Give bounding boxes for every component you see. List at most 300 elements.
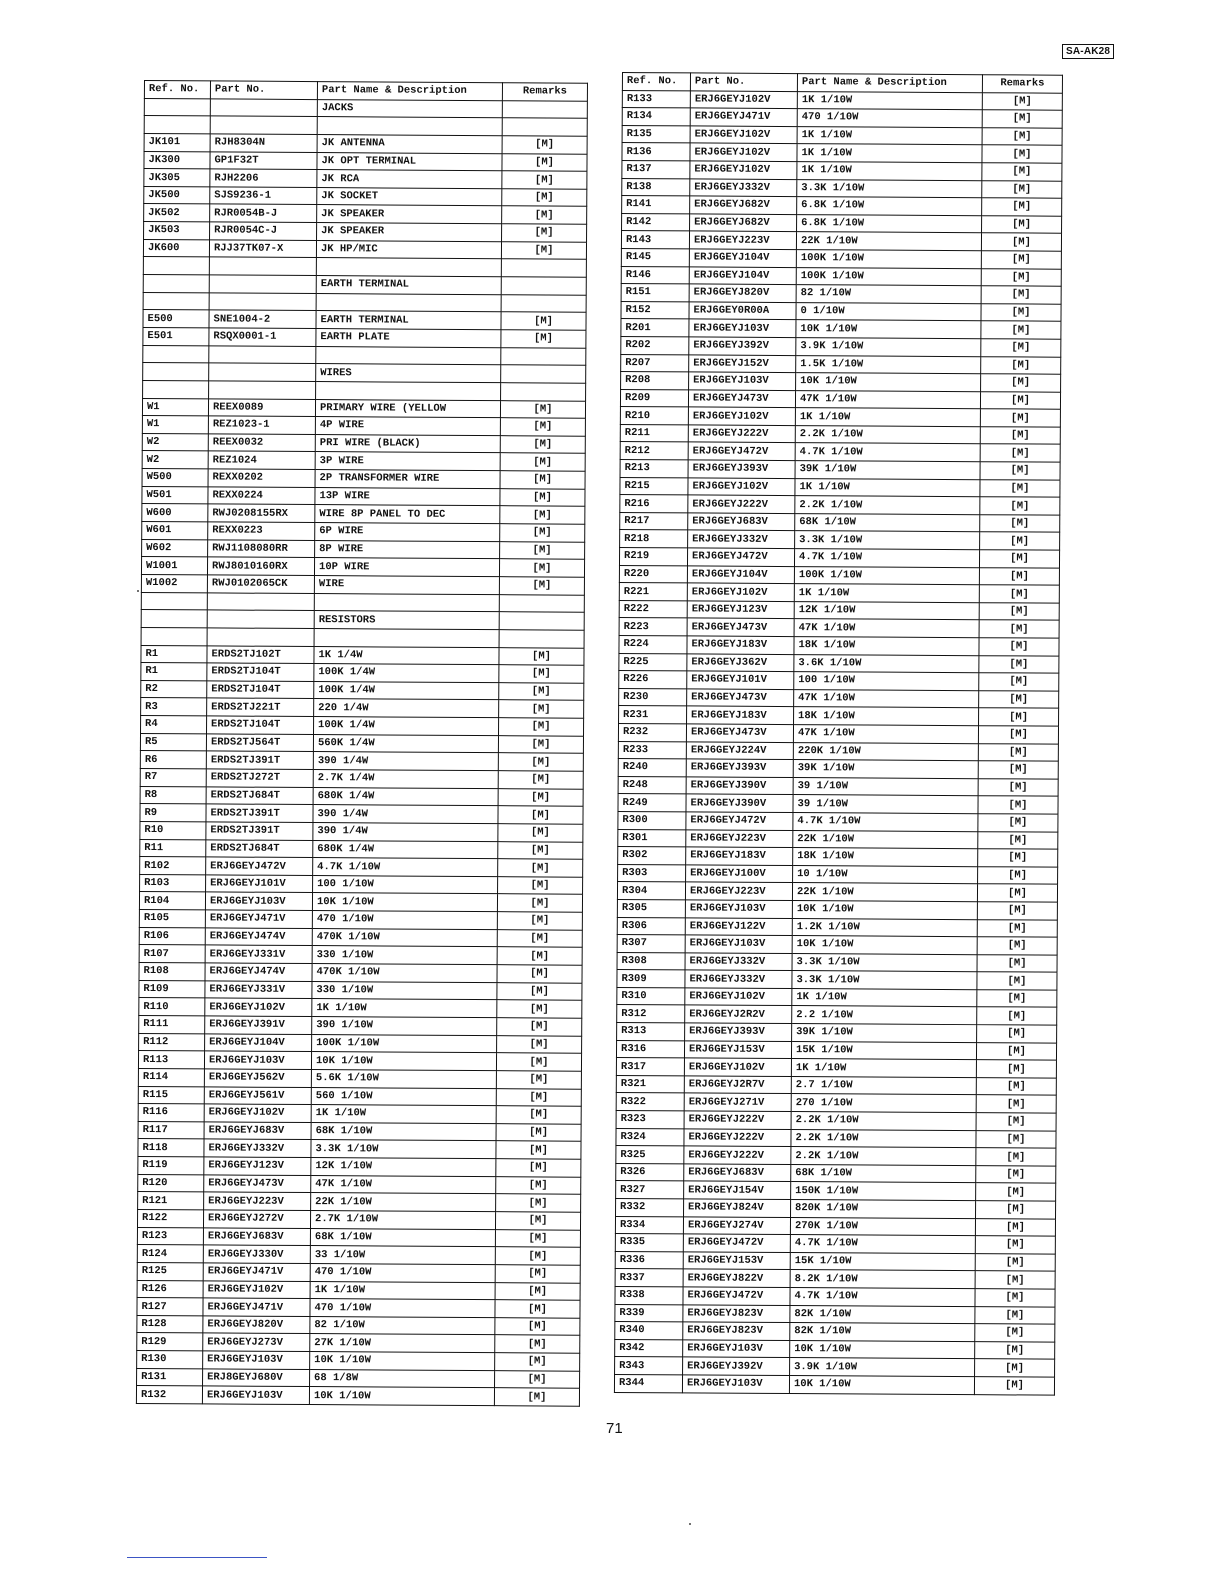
ref-no-cell: R208 (621, 372, 689, 390)
part-no-cell: ERJ6GEYJ102V (688, 478, 795, 496)
ref-no-cell (143, 275, 209, 293)
description-cell: 3.9K 1/10W (790, 1358, 975, 1377)
ref-no-cell: R226 (619, 671, 687, 689)
ref-no-cell: R313 (617, 1023, 685, 1041)
part-no-cell: ERJ6GEYJ472V (683, 1287, 790, 1305)
description-cell: 8.2K 1/10W (790, 1270, 975, 1289)
remarks-cell (501, 277, 586, 295)
description-cell: 10K 1/10W (796, 320, 981, 339)
part-no-cell: ERJ6GEYJ103V (682, 1375, 789, 1393)
remarks-cell: [M] (495, 1265, 580, 1283)
ref-no-cell: R132 (136, 1386, 202, 1404)
part-no-cell: ERDS2TJ391T (206, 822, 313, 840)
description-cell: JK SPEAKER (317, 205, 502, 224)
remarks-cell: [M] (980, 444, 1060, 462)
description-cell (317, 117, 502, 136)
description-cell: 15K 1/10W (791, 1041, 976, 1060)
ref-no-cell: R103 (140, 874, 206, 892)
description-cell: 2.2K 1/10W (791, 1129, 976, 1148)
description-cell: 330 1/10W (312, 946, 497, 965)
part-no-cell (209, 363, 316, 381)
description-cell: 22K 1/10W (796, 232, 981, 251)
description-cell: 1K 1/10W (795, 408, 980, 427)
remarks-cell: [M] (979, 585, 1059, 603)
part-no-cell: ERDS2TJ564T (206, 734, 313, 752)
part-no-cell: ERJ6GEYJ332V (690, 178, 797, 196)
ref-no-cell: R240 (618, 759, 686, 777)
description-cell: 100K 1/4W (314, 681, 499, 700)
description-cell: 100K 1/4W (314, 717, 499, 736)
ref-no-cell: R128 (137, 1315, 203, 1333)
description-cell: 6P WIRE (315, 523, 500, 542)
remarks-cell: [M] (981, 268, 1061, 286)
ref-no-cell: R302 (618, 847, 686, 865)
part-no-cell: ERJ6GEYJ103V (204, 1051, 311, 1069)
description-cell: 220 1/4W (314, 699, 499, 718)
ref-no-cell: R322 (616, 1093, 684, 1111)
ref-no-cell (144, 98, 210, 116)
description-cell: 47K 1/10W (793, 725, 978, 744)
ref-no-cell: R222 (619, 600, 687, 618)
remarks-cell: [M] (502, 189, 587, 207)
remarks-cell: [M] (501, 330, 586, 348)
ref-no-cell: R327 (616, 1181, 684, 1199)
part-no-cell: ERJ6GEYJ102V (205, 998, 312, 1016)
description-cell: 68K 1/10W (795, 513, 980, 532)
remarks-cell: [M] (501, 241, 586, 259)
ref-no-cell: JK503 (144, 222, 210, 240)
remarks-cell: [M] (500, 471, 585, 489)
ref-no-cell: R344 (614, 1374, 682, 1392)
part-no-cell: ERJ6GEYJ103V (685, 900, 792, 918)
description-cell: 1K 1/10W (797, 126, 982, 145)
part-no-cell: ERJ6GEYJ332V (204, 1139, 311, 1157)
remarks-cell: [M] (975, 1306, 1055, 1324)
part-no-cell: SJS9236-1 (210, 187, 317, 205)
ref-no-cell (141, 627, 207, 645)
page-number: 71 (606, 1420, 623, 1437)
part-no-cell: SNE1004-2 (209, 310, 316, 328)
table-row (136, 1386, 579, 1406)
part-no-cell (210, 116, 317, 134)
ref-no-cell: R332 (616, 1198, 684, 1216)
description-cell: RESISTORS (314, 611, 499, 630)
ref-no-cell: R120 (138, 1174, 204, 1192)
ref-no-cell: R201 (621, 319, 689, 337)
part-no-cell: ERJ6GEYJ471V (203, 1298, 310, 1316)
description-cell: 82 1/10W (796, 285, 981, 304)
description-cell: 4.7K 1/10W (313, 858, 498, 877)
part-no-cell: ERJ6GEYJ474V (205, 963, 312, 981)
part-no-cell: REZ1024 (208, 451, 315, 469)
ref-no-cell: R114 (138, 1068, 204, 1086)
part-no-cell: ERDS2TJ391T (206, 751, 313, 769)
ref-no-cell: R307 (617, 935, 685, 953)
ref-no-cell: R215 (620, 477, 688, 495)
description-cell: 10P WIRE (314, 558, 499, 577)
description-cell (314, 593, 499, 612)
description-cell: 33 1/10W (310, 1246, 495, 1265)
remarks-cell: [M] (496, 1194, 581, 1212)
ref-no-cell: R216 (620, 495, 688, 513)
remarks-cell: [M] (495, 1282, 580, 1300)
part-no-cell: ERJ6GEYJ822V (683, 1269, 790, 1287)
remarks-cell: [M] (978, 814, 1058, 832)
remarks-cell: [M] (980, 497, 1060, 515)
description-cell: 1K 1/10W (312, 999, 497, 1018)
remarks-cell: [M] (976, 1148, 1056, 1166)
part-no-cell: ERJ6GEYJ472V (683, 1234, 790, 1252)
model-tag: SA-AK28 (1062, 44, 1114, 59)
ref-no-cell: R108 (139, 963, 205, 981)
remarks-cell: [M] (976, 1113, 1056, 1131)
part-no-cell: ERJ6GEYJ471V (690, 108, 797, 126)
part-no-cell: REXX0224 (208, 487, 315, 505)
ref-no-cell: R304 (617, 882, 685, 900)
description-cell: 4.7K 1/10W (795, 443, 980, 462)
ref-no-cell: W1 (142, 416, 208, 434)
remarks-cell: [M] (982, 163, 1062, 181)
description-cell: WIRE (314, 575, 499, 594)
part-no-cell: ERDS2TJ684T (206, 787, 313, 805)
ref-no-cell: R342 (615, 1339, 683, 1357)
description-cell: 470 1/10W (310, 1263, 495, 1282)
description-cell: 12K 1/10W (794, 601, 979, 620)
part-no-cell: ERJ6GEYJ683V (203, 1228, 310, 1246)
part-no-cell: ERJ6GEYJ823V (683, 1304, 790, 1322)
ref-no-cell: R210 (620, 407, 688, 425)
remarks-cell: [M] (499, 718, 584, 736)
ref-no-cell: R121 (138, 1192, 204, 1210)
part-no-cell: RWJ8010160RX (207, 557, 314, 575)
part-no-cell: REZ1023-1 (208, 416, 315, 434)
part-no-header: Part No. (690, 73, 797, 91)
remarks-cell: [M] (498, 735, 583, 753)
part-no-cell: ERJ6GEYJ273V (203, 1333, 310, 1351)
parts-table-left (136, 80, 588, 1407)
part-no-cell: ERJ6GEYJ103V (203, 1351, 310, 1369)
remarks-cell: [M] (500, 400, 585, 418)
part-no-cell: ERJ6GEYJ222V (684, 1129, 791, 1147)
description-cell: 4.7K 1/10W (794, 549, 979, 568)
ref-no-cell: W2 (142, 451, 208, 469)
ref-no-cell: R202 (621, 336, 689, 354)
remarks-cell: [M] (977, 1025, 1057, 1043)
part-no-cell (209, 381, 316, 399)
part-no-cell: ERJ6GEYJ824V (684, 1199, 791, 1217)
remarks-cell: [M] (976, 1060, 1056, 1078)
ref-no-cell: R106 (139, 927, 205, 945)
part-no-cell: ERJ6GEYJ102V (687, 583, 794, 601)
description-cell: 39K 1/10W (795, 461, 980, 480)
ref-no-cell: W1002 (141, 574, 207, 592)
description-cell: 470 1/10W (312, 911, 497, 930)
description-cell: 39K 1/10W (793, 760, 978, 779)
part-no-cell: ERJ6GEYJ183V (687, 636, 794, 654)
description-header: Part Name & Description (797, 74, 982, 93)
ref-no-cell: R325 (616, 1146, 684, 1164)
ref-no-cell: R110 (139, 998, 205, 1016)
description-cell: 12K 1/10W (311, 1158, 496, 1177)
remarks-cell: [M] (496, 1176, 581, 1194)
ref-no-cell: R231 (619, 706, 687, 724)
description-cell: 390 1/4W (313, 805, 498, 824)
part-no-cell (207, 628, 314, 646)
part-no-cell: ERJ6GEYJ223V (686, 829, 793, 847)
part-no-cell: ERJ6GEYJ390V (686, 777, 793, 795)
description-cell: 100K 1/10W (794, 566, 979, 585)
description-cell (316, 346, 501, 365)
description-cell: 1K 1/10W (310, 1281, 495, 1300)
remarks-cell: [M] (981, 251, 1061, 269)
part-no-cell: ERJ8GEYJ680V (203, 1369, 310, 1387)
description-cell: 3.3K 1/10W (792, 953, 977, 972)
description-cell: 68K 1/10W (311, 1122, 496, 1141)
part-no-cell: ERJ6GEYJ104V (687, 566, 794, 584)
description-cell: 1.2K 1/10W (792, 918, 977, 937)
ref-no-cell: R137 (622, 160, 690, 178)
description-cell: 47K 1/10W (794, 619, 979, 638)
description-cell: 3.3K 1/10W (797, 179, 982, 198)
ref-no-cell: R249 (618, 794, 686, 812)
ref-no-cell: R117 (138, 1121, 204, 1139)
ref-no-cell: R111 (139, 1015, 205, 1033)
part-no-cell: ERJ6GEYJ561V (204, 1086, 311, 1104)
ref-no-cell: R10 (140, 821, 206, 839)
description-cell: 100K 1/10W (796, 267, 981, 286)
description-cell: 10K 1/10W (790, 1340, 975, 1359)
description-cell: EARTH PLATE (316, 329, 501, 348)
remarks-cell: [M] (496, 1123, 581, 1141)
description-cell: 10K 1/10W (792, 900, 977, 919)
remarks-cell: [M] (502, 153, 587, 171)
ref-no-cell: R122 (137, 1209, 203, 1227)
part-no-cell: ERJ6GEYJ183V (687, 706, 794, 724)
part-no-cell: ERJ6GEYJ2R7V (684, 1076, 791, 1094)
ref-no-cell (143, 345, 209, 363)
remarks-cell: [M] (979, 620, 1059, 638)
description-cell: 15K 1/10W (790, 1252, 975, 1271)
remarks-cell: [M] (977, 919, 1057, 937)
remarks-cell: [M] (980, 532, 1060, 550)
remarks-cell: [M] (497, 965, 582, 983)
ref-no-cell: R336 (615, 1251, 683, 1269)
ref-no-cell: R212 (620, 442, 688, 460)
description-cell: 10K 1/10W (796, 373, 981, 392)
ref-no-cell: R316 (616, 1040, 684, 1058)
part-no-cell: ERJ6GEYJ222V (688, 495, 795, 513)
remarks-cell: [M] (980, 515, 1060, 533)
remarks-cell: [M] (978, 866, 1058, 884)
remarks-cell: [M] (977, 902, 1057, 920)
ref-no-cell: R213 (620, 460, 688, 478)
description-cell: 470 1/10W (797, 109, 982, 128)
part-no-cell: ERDS2TJ221T (207, 698, 314, 716)
part-no-cell (209, 293, 316, 311)
remarks-cell: [M] (978, 778, 1058, 796)
description-cell: 1K 1/10W (311, 1105, 496, 1124)
ref-no-cell: R118 (138, 1139, 204, 1157)
description-cell: 47K 1/10W (795, 390, 980, 409)
description-cell: 3.6K 1/10W (794, 654, 979, 673)
description-cell: 1K 1/10W (797, 91, 982, 110)
part-no-cell: ERJ6GEYJ820V (689, 284, 796, 302)
ref-no-cell: R232 (618, 723, 686, 741)
part-no-cell: ERJ6GEYJ103V (683, 1340, 790, 1358)
description-cell: WIRES (316, 364, 501, 383)
part-no-cell: ERJ6GEYJ123V (204, 1157, 311, 1175)
ref-no-cell: R135 (622, 125, 690, 143)
ref-no-cell: R115 (138, 1086, 204, 1104)
part-no-cell: ERJ6GEYJ224V (686, 741, 793, 759)
remarks-cell: [M] (496, 1071, 581, 1089)
ref-no-cell: R136 (622, 143, 690, 161)
part-no-cell: ERJ6GEYJ223V (204, 1192, 311, 1210)
remarks-cell: [M] (495, 1370, 580, 1388)
description-cell: 1K 1/10W (795, 478, 980, 497)
ref-no-cell: R324 (616, 1128, 684, 1146)
description-cell: 470K 1/10W (312, 928, 497, 947)
remarks-cell: [M] (978, 726, 1058, 744)
description-cell: 150K 1/10W (791, 1182, 976, 1201)
ref-no-header: Ref. No. (622, 73, 690, 91)
part-no-cell: ERJ6GEYJ473V (204, 1175, 311, 1193)
part-no-cell: ERJ6GEYJ332V (685, 953, 792, 971)
remarks-cell (502, 100, 587, 118)
part-no-cell: ERJ6GEYJ123V (687, 601, 794, 619)
ref-no-cell: E500 (143, 310, 209, 328)
remarks-cell: [M] (497, 982, 582, 1000)
remarks-cell: [M] (981, 374, 1061, 392)
part-no-cell: ERJ6GEYJ101V (206, 875, 313, 893)
remarks-cell: [M] (982, 180, 1062, 198)
remarks-cell: [M] (500, 435, 585, 453)
part-no-cell: ERJ6GEYJ332V (688, 530, 795, 548)
remarks-cell: [M] (977, 954, 1057, 972)
part-no-cell: RJR0054B-J (210, 204, 317, 222)
description-cell: 68K 1/10W (791, 1164, 976, 1183)
ref-no-cell: R308 (617, 952, 685, 970)
remarks-cell: [M] (981, 321, 1061, 339)
description-cell: 560K 1/4W (313, 734, 498, 753)
ref-no-cell: W2 (142, 433, 208, 451)
remarks-cell: [M] (502, 171, 587, 189)
part-no-cell: ERJ6GEYJ393V (685, 1023, 792, 1041)
description-cell (316, 381, 501, 400)
part-no-cell: ERDS2TJ104T (207, 716, 314, 734)
ref-no-cell: R116 (138, 1104, 204, 1122)
part-no-cell (207, 610, 314, 628)
part-no-cell (207, 592, 314, 610)
ref-no-cell: R220 (619, 565, 687, 583)
ref-no-cell (141, 592, 207, 610)
part-no-header: Part No. (210, 81, 317, 99)
part-no-cell: ERJ6GEYJ272V (203, 1210, 310, 1228)
ref-no-cell: R305 (617, 899, 685, 917)
description-cell: EARTH TERMINAL (316, 311, 501, 330)
ref-no-cell: R248 (618, 776, 686, 794)
description-cell: 100 1/10W (794, 672, 979, 691)
remarks-cell: [M] (499, 665, 584, 683)
part-no-cell: ERJ6GEYJ101V (687, 671, 794, 689)
remarks-cell: [M] (495, 1318, 580, 1336)
remarks-cell: [M] (497, 929, 582, 947)
remarks-cell: [M] (981, 286, 1061, 304)
remarks-cell: [M] (976, 1042, 1056, 1060)
part-no-cell: ERJ6GEYJ102V (203, 1280, 310, 1298)
ref-no-cell: R142 (622, 213, 690, 231)
part-no-cell: ERJ6GEYJ473V (687, 689, 794, 707)
part-no-cell: ERJ6GEYJ222V (684, 1146, 791, 1164)
description-cell: 560 1/10W (311, 1087, 496, 1106)
description-cell: 39K 1/10W (792, 1024, 977, 1043)
description-cell: JK OPT TERMINAL (317, 152, 502, 171)
ref-no-cell (141, 610, 207, 628)
part-no-cell: ERJ6GEYJ393V (688, 460, 795, 478)
ref-no-cell: R127 (137, 1298, 203, 1316)
remarks-cell: [M] (977, 1007, 1057, 1025)
ref-no-cell: JK101 (144, 133, 210, 151)
remarks-cell: [M] (497, 894, 582, 912)
remarks-cell: [M] (497, 1000, 582, 1018)
description-cell: 2.7 1/10W (791, 1076, 976, 1095)
remarks-header: Remarks (502, 83, 587, 101)
description-cell: 2P TRANSFORMER WIRE (315, 470, 500, 489)
ref-no-cell: R343 (615, 1357, 683, 1375)
remarks-cell (499, 630, 584, 648)
part-no-cell: ERJ6GEYJ104V (689, 266, 796, 284)
part-no-cell: ERJ6GEYJ362V (687, 654, 794, 672)
remarks-cell: [M] (980, 479, 1060, 497)
part-no-cell: ERJ6GEYJ820V (203, 1316, 310, 1334)
ref-no-cell: W1001 (141, 557, 207, 575)
description-cell: 10K 1/10W (312, 893, 497, 912)
ref-no-cell: R211 (620, 424, 688, 442)
description-cell: 0 1/10W (796, 302, 981, 321)
ref-no-cell: W601 (142, 522, 208, 540)
remarks-cell: [M] (499, 682, 584, 700)
remarks-cell: [M] (498, 806, 583, 824)
remarks-cell: [M] (498, 824, 583, 842)
remarks-cell: [M] (976, 1095, 1056, 1113)
ref-no-cell: R310 (617, 987, 685, 1005)
remarks-cell: [M] (500, 488, 585, 506)
ref-no-cell: E501 (143, 327, 209, 345)
remarks-header: Remarks (982, 75, 1062, 93)
description-cell: 220K 1/10W (793, 742, 978, 761)
part-no-cell: ERJ6GEYJ102V (688, 407, 795, 425)
description-cell: 1K 1/10W (791, 1059, 976, 1078)
remarks-cell: [M] (977, 884, 1057, 902)
remarks-cell: [M] (496, 1053, 581, 1071)
ref-no-cell: R146 (621, 266, 689, 284)
remarks-cell: [M] (499, 700, 584, 718)
part-no-cell: ERJ6GEYJ153V (683, 1252, 790, 1270)
description-cell: JK RCA (317, 170, 502, 189)
description-cell: 3.3K 1/10W (792, 971, 977, 990)
description-cell: 1.5K 1/10W (796, 355, 981, 374)
description-cell: 39 1/10W (793, 777, 978, 796)
part-no-cell: ERDS2TJ272T (206, 769, 313, 787)
ref-no-cell: R3 (141, 698, 207, 716)
remarks-cell: [M] (975, 1253, 1055, 1271)
ref-no-cell: R8 (140, 786, 206, 804)
ref-no-cell: R134 (622, 108, 690, 126)
part-no-cell: ERJ6GEYJ183V (686, 847, 793, 865)
part-no-cell: ERJ6GEYJ104V (205, 1033, 312, 1051)
description-cell: 1K 1/10W (797, 162, 982, 181)
ref-no-cell: R138 (622, 178, 690, 196)
